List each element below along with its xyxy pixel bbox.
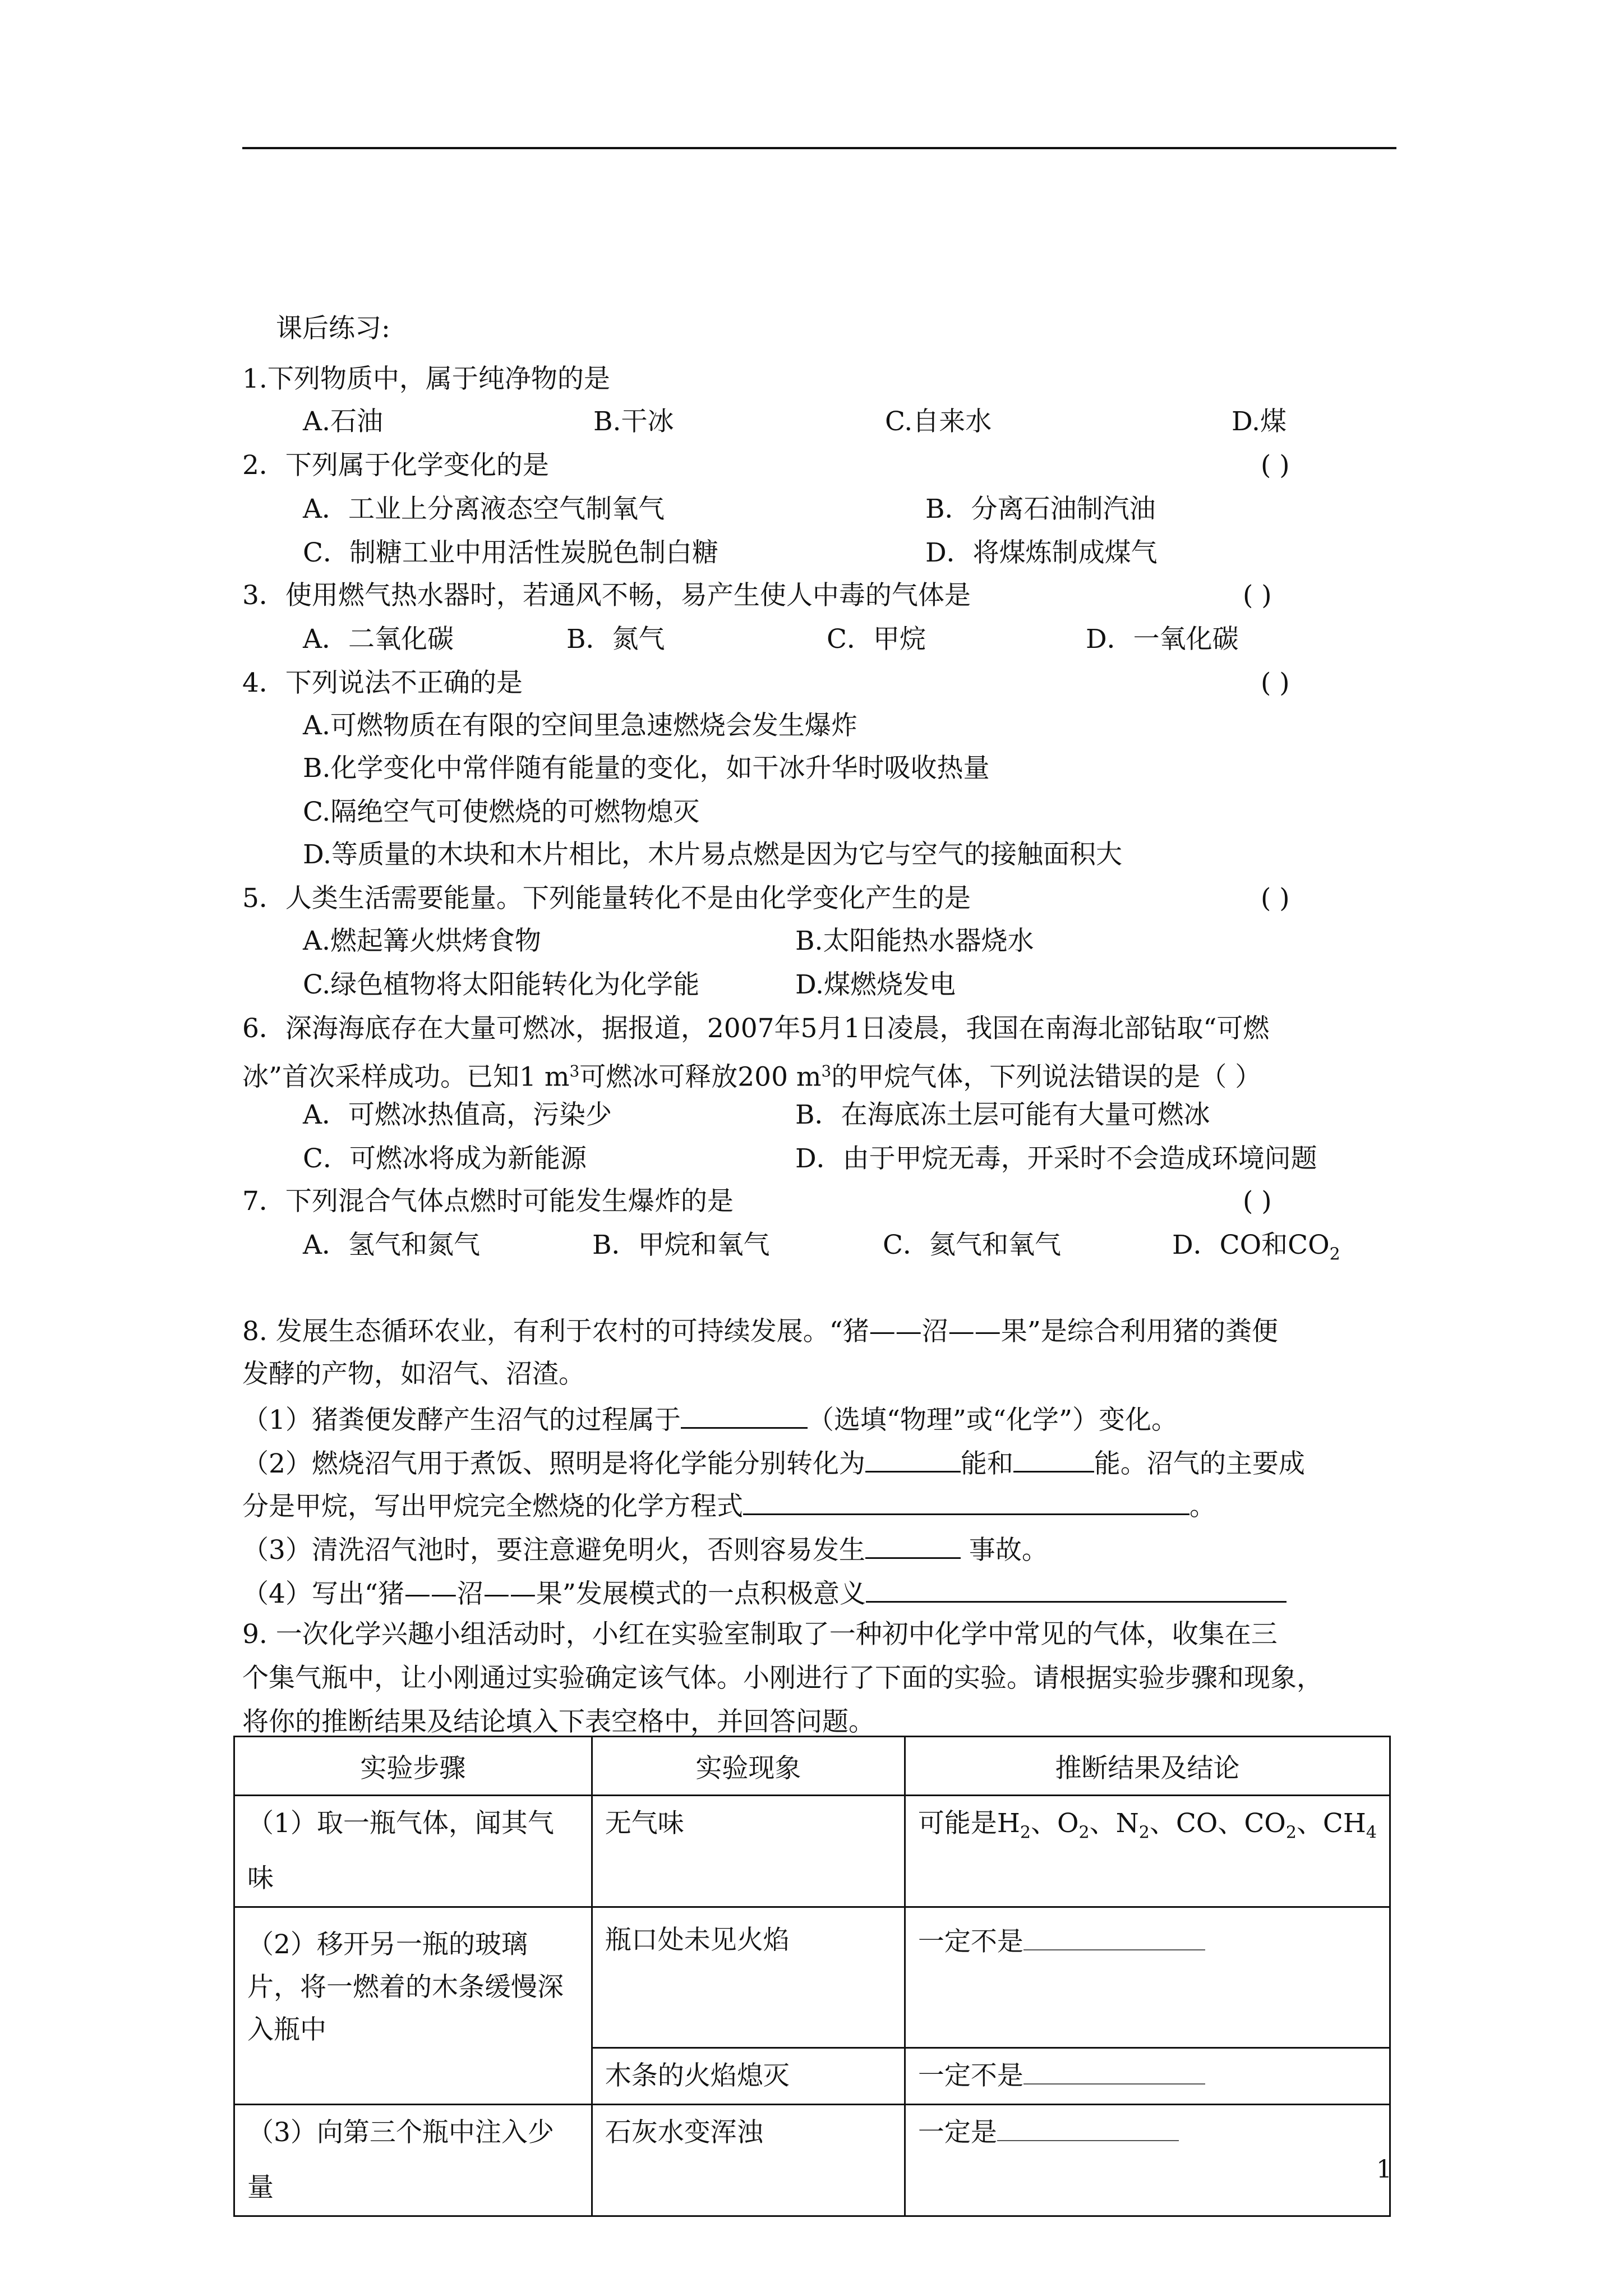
q2-stem: 2．下列属于化学变化的是	[242, 450, 549, 481]
q7-stem: 7．下列混合气体点燃时可能发生爆炸的是	[242, 1186, 734, 1217]
q1-option-b: B.干冰	[593, 406, 674, 437]
q4-answer-paren: ( )	[1261, 668, 1290, 698]
q9-line-3: 将你的推断结果及结论填入下表空格中，并回答问题。	[242, 1706, 875, 1737]
table-header-row	[234, 1737, 1390, 1796]
q3-option-c: C．甲烷	[827, 624, 926, 655]
q8-line-1: 8. 发展生态循环农业，有利于农村的可持续发展。“猪——沼——果”是综合利用猪的粪便	[242, 1316, 1278, 1347]
q9-line-2: 个集气瓶中，让小刚通过实验确定该气体。小刚进行了下面的实验。请根据实验步骤和现象，	[242, 1663, 1323, 1694]
q6-option-d: D．由于甲烷无毒，开采时不会造成环境问题	[795, 1143, 1317, 1174]
row2-step: （2）移开另一瓶的玻璃片，将一燃着的木条缓慢深入瓶中	[234, 1907, 592, 2105]
q7-answer-paren: ( )	[1243, 1186, 1272, 1217]
q6-option-b: B．在海底冻土层可能有大量可燃冰	[795, 1099, 1210, 1130]
q2-option-c: C．制糖工业中用活性炭脱色制白糖	[303, 537, 718, 568]
row1-observation: 无气味	[592, 1796, 905, 1907]
q4-option-a: A.可燃物质在有限的空间里急速燃烧会发生爆炸	[303, 710, 857, 741]
q3-option-a: A．二氧化碳	[303, 624, 454, 655]
q1-option-c: C.自来水	[885, 406, 992, 437]
q8-blank-2[interactable]	[865, 1445, 961, 1473]
q8-blank-4[interactable]	[743, 1488, 1189, 1515]
q1-option-a: A.石油	[303, 406, 383, 437]
q8-part-3: （3）清洗沼气池时，要注意避免明火，否则容易发生 事故。	[242, 1531, 1048, 1567]
q5-option-b: B.太阳能热水器烧水	[795, 926, 1034, 956]
row4-conclusion: 一定是	[905, 2105, 1390, 2216]
row1-step: （1）取一瓶气体，闻其气味	[234, 1796, 592, 1907]
q2-option-a: A．工业上分离液态空气制氧气	[303, 494, 665, 524]
q7-option-c: C．氦气和氧气	[883, 1230, 1061, 1260]
q6-line-2: 冰”首次采样成功。已知1 $m^3$可燃冰可释放200 $m^3$的甲烷气体，下列说法错误的是（ ）	[242, 1061, 1262, 1093]
q8-part-2-cont: 分是甲烷，写出甲烷完全燃烧的化学方程式 。	[242, 1488, 1216, 1524]
row2-observation: 瓶口处未见火焰	[592, 1907, 905, 2048]
row3-conclusion: 一定不是	[905, 2048, 1390, 2105]
q8-blank-1[interactable]	[681, 1401, 808, 1429]
q4-stem: 4．下列说法不正确的是	[242, 668, 523, 698]
q8-blank-5[interactable]	[865, 1531, 961, 1559]
q7-option-b: B．甲烷和氧气	[592, 1230, 770, 1260]
q4-option-d: D.等质量的木块和木片相比，木片易点燃是因为它与空气的接触面积大	[303, 839, 1122, 870]
table-row	[234, 1796, 1390, 1907]
q8-part-1: （1）猪粪便发酵产生沼气的过程属于 （选填“物理”或“化学”）变化。	[242, 1401, 1178, 1437]
row4-step: （3）向第三个瓶中注入少量	[234, 2105, 592, 2216]
row3-blank[interactable]	[1023, 2058, 1205, 2085]
row2-conclusion: 一定不是	[905, 1907, 1390, 2048]
row1-conclusion: 可能是$H_2$、$O_2$、$N_2$、CO、$CO_2$、$CH_4$	[905, 1796, 1390, 1907]
q8-blank-3[interactable]	[1013, 1445, 1094, 1473]
row3-observation: 木条的火焰熄灭	[592, 2048, 905, 2105]
header-rule	[242, 147, 1396, 149]
row2-blank[interactable]	[1023, 1924, 1205, 1950]
header-step: 实验步骤	[234, 1737, 592, 1796]
q8-part-2: （2）燃烧沼气用于煮饭、照明是将化学能分别转化为 能和 能。沼气的主要成	[242, 1445, 1305, 1481]
q7-option-d: D．CO和$CO_2$	[1172, 1230, 1340, 1264]
q5-answer-paren: ( )	[1261, 883, 1290, 914]
q5-stem: 5．人类生活需要能量。下列能量转化不是由化学变化产生的是	[242, 883, 971, 914]
table-row	[234, 2105, 1390, 2216]
page-number: 1	[1376, 2155, 1392, 2184]
q6-option-c: C．可燃冰将成为新能源	[303, 1143, 587, 1174]
q6-option-a: A．可燃冰热值高，污染少	[303, 1099, 612, 1130]
q6-line-1: 6．深海海底存在大量可燃冰，据报道，2007年5月1日凌晨，我国在南海北部钻取“可燃	[242, 1013, 1270, 1044]
q8-part-4: （4）写出“猪——沼——果”发展模式的一点积极意义	[242, 1575, 1287, 1611]
q4-option-b: B.化学变化中常伴随有能量的变化，如干冰升华时吸收热量	[303, 753, 990, 784]
experiment-table	[233, 1736, 1391, 2217]
q3-option-b: B．氮气	[566, 624, 665, 655]
q2-option-b: B．分离石油制汽油	[925, 494, 1156, 524]
q2-answer-paren: ( )	[1261, 450, 1290, 481]
section-heading: 课后练习:	[276, 313, 390, 344]
q2-option-d: D．将煤炼制成煤气	[925, 537, 1158, 568]
row4-blank[interactable]	[997, 2114, 1179, 2141]
header-conclusion: 推断结果及结论	[905, 1737, 1390, 1796]
q9-line-1: 9. 一次化学兴趣小组活动时，小红在实验室制取了一种初中化学中常见的气体，收集在三	[242, 1619, 1278, 1650]
q5-option-d: D.煤燃烧发电	[795, 969, 956, 1000]
q3-answer-paren: ( )	[1243, 580, 1272, 611]
q3-stem: 3．使用燃气热水器时，若通风不畅，易产生使人中毒的气体是	[242, 580, 971, 611]
q8-line-2: 发酵的产物，如沼气、沼渣。	[242, 1359, 585, 1389]
q4-option-c: C.隔绝空气可使燃烧的可燃物熄灭	[303, 797, 700, 827]
row4-observation: 石灰水变浑浊	[592, 2105, 905, 2216]
q1-option-d: D.煤	[1232, 406, 1287, 437]
q8-blank-6[interactable]	[866, 1575, 1287, 1603]
table-row	[234, 1907, 1390, 2048]
q1-stem: 1.下列物质中，属于纯净物的是	[242, 364, 610, 394]
q3-option-d: D．一氧化碳	[1086, 624, 1239, 655]
header-observation: 实验现象	[592, 1737, 905, 1796]
q5-option-c: C.绿色植物将太阳能转化为化学能	[303, 969, 700, 1000]
q5-option-a: A.燃起篝火烘烤食物	[303, 926, 541, 956]
q7-option-a: A．氢气和氮气	[303, 1230, 480, 1260]
